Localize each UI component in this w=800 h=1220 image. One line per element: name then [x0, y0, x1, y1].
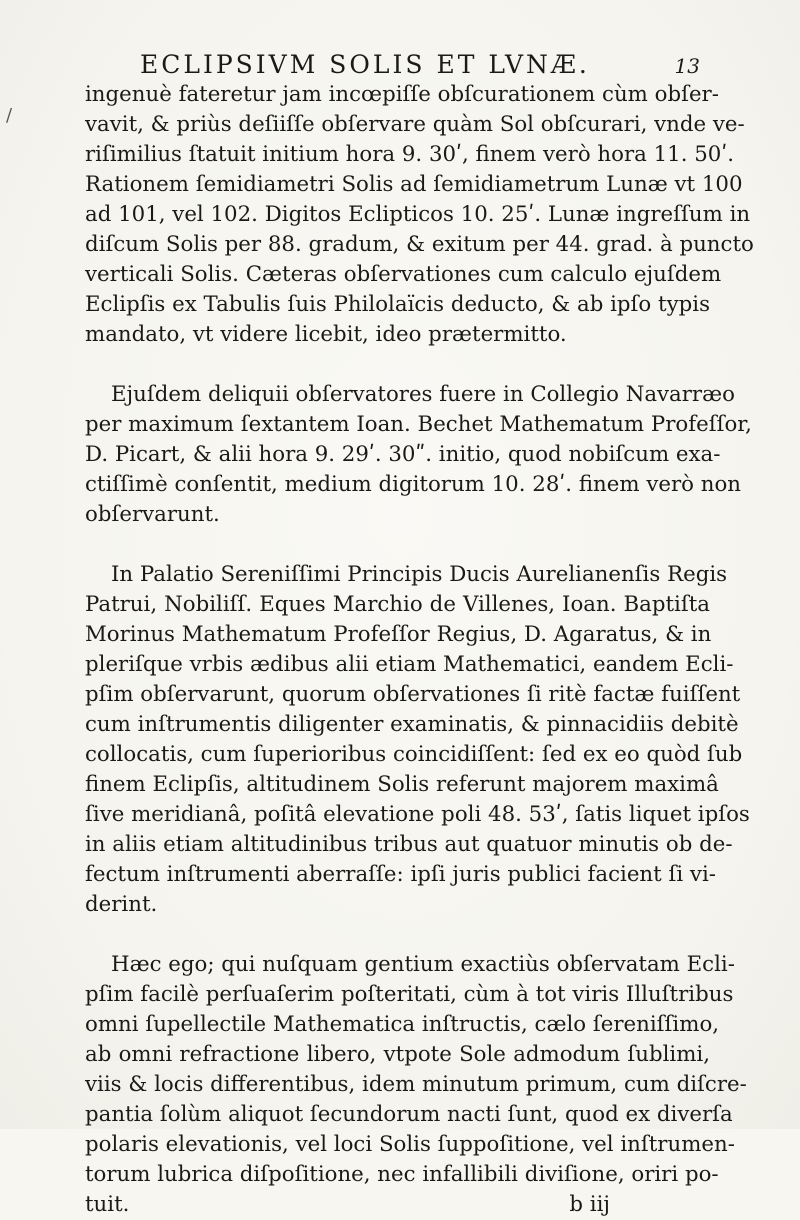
body-text	[85, 80, 754, 1220]
text-line: verticali Solis. Cæteras obſervationes cum calculo ejuſdem	[85, 262, 722, 287]
margin-mark: /	[6, 105, 13, 126]
text-line: derint.	[85, 892, 158, 917]
text-line: in aliis etiam altitudinibus tribus aut quatuor minutis ob de-	[85, 832, 733, 857]
paragraph-4	[85, 950, 747, 1220]
text-line: D. Picart, & alii hora 9. 29ʹ. 30ʺ. initio, quod nobiſcum exa-	[85, 442, 721, 467]
text-line: Patrui, Nobiliſſ. Eques Marchio de Villenes, Ioan. Baptiſta	[85, 592, 710, 617]
text-line: Eclipſis ex Tabulis ſuis Philolaïcis deducto, & ab ipſo typis	[85, 292, 710, 317]
text-line: pantia ſolùm aliquot ſecundorum nacti ſunt, quod ex diverſa	[85, 1102, 733, 1127]
text-line: Morinus Mathematum Profeſſor Regius, D. Agaratus, & in	[85, 622, 712, 647]
page-number: 13	[674, 54, 700, 78]
text-line: ſive meridianâ, poſitâ elevatione poli 48. 53ʹ, ſatis liquet ipſos	[85, 802, 750, 827]
text-line: Hæc ego; qui nuſquam gentium exactiùs obſervatam Ecli-	[111, 952, 735, 977]
text-line: Rationem ſemidiametri Solis ad ſemidiametrum Lunæ vt 100	[85, 172, 743, 197]
text-line: riſimilius ſtatuit initium hora 9. 30ʹ, finem verò hora 11. 50ʹ.	[85, 142, 735, 167]
paragraph-3	[85, 560, 750, 920]
text-line: omni ſupellectile Mathematica inſtructis, cælo ſereniſſimo,	[85, 1012, 720, 1037]
text-line: finem Eclipſis, altitudinem Solis referunt majorem maximâ	[85, 772, 719, 797]
text-line: pſim facilè perſuaſerim poſteritati, cùm à tot viris Illuſtribus	[85, 982, 734, 1007]
text-line: obſervarunt.	[85, 502, 220, 527]
text-line: Ejuſdem deliquii obſervatores fuere in Collegio Navarræo	[111, 382, 735, 407]
signature-mark: b iij	[569, 1192, 610, 1217]
text-line: vavit, & priùs deſiiſſe obſervare quàm Sol obſcurari, vnde ve-	[85, 112, 745, 137]
text-line: viis & locis differentibus, idem minutum primum, cum diſcre-	[85, 1072, 747, 1097]
text-line: mandato, vt videre licebit, ideo prætermitto.	[85, 322, 567, 347]
text-line: ctiſſimè conſentit, medium digitorum 10. 28ʹ. finem verò non	[85, 472, 741, 497]
text-line: pleriſque vrbis ædibus alii etiam Mathematici, eandem Ecli-	[85, 652, 734, 677]
text-line: pſim obſervarunt, quorum obſervationes ſi ritè factæ fuiſſent	[85, 682, 741, 707]
text-line: ad 101, vel 102. Digitos Eclipticos 10. 25ʹ. Lunæ ingreſſum in	[85, 202, 751, 227]
text-line: ingenuè fateretur jam incœpiſſe obſcurationem cùm obſer-	[85, 82, 719, 107]
text-line: collocatis, cum ſuperioribus coincidiſſent: ſed ex eo quòd ſub	[85, 742, 743, 767]
text-line: torum lubrica diſpoſitione, nec infallibili diviſione, oriri po-	[85, 1162, 719, 1187]
text-line: diſcum Solis per 88. gradum, & exitum per 44. grad. à puncto	[85, 232, 754, 257]
paragraph-2	[85, 380, 752, 530]
final-line	[85, 1190, 710, 1220]
text-line: per maximum ſextantem Ioan. Bechet Mathematum Profeſſor,	[85, 412, 752, 437]
paragraph-1	[85, 80, 754, 350]
text-line: In Palatio Sereniſſimi Principis Ducis Aurelianenſis Regis	[111, 562, 728, 587]
text-line-last: tuit.	[85, 1192, 130, 1217]
text-line: cum inſtrumentis diligenter examinatis, & pinnacidiis debitè	[85, 712, 739, 737]
text-line: ab omni refractione libero, vtpote Sole admodum ſublimi,	[85, 1042, 710, 1067]
running-head: ECLIPSIVM SOLIS ET LVNÆ.	[140, 50, 590, 79]
text-line: polaris elevationis, vel loci Solis ſuppoſitione, vel inſtrumen-	[85, 1132, 735, 1157]
text-line: fectum inſtrumenti aberraſſe: ipſi juris publici facient ſi vi-	[85, 862, 716, 887]
